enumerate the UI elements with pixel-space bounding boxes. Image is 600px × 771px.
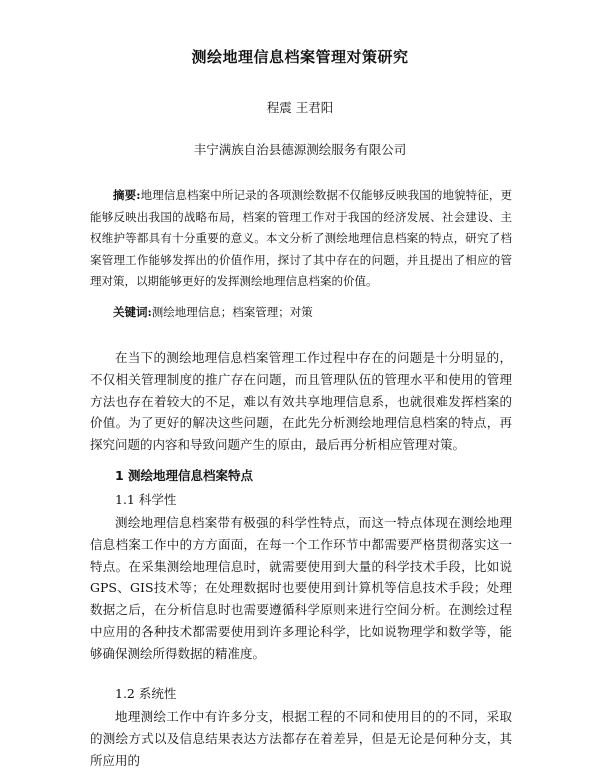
keywords-label: 关键词: [113,305,152,319]
section-1-2-paragraph: 地理测绘工作中有许多分支，根据工程的不同和使用目的的不同，采取的测绘方式以及信息结果表达方法都存在着差异，但是无论是何种分支，其所应用的 [90,709,512,768]
abstract [90,185,512,293]
section-1-2-heading: 1.2 系统性 [115,686,177,701]
section-1-1-paragraph: 测绘地理信息档案带有极强的科学性特点，而这一特点体现在测绘地理信息档案工作中的方方面面，在每一个工作环节中都需要严格贯彻落实这一特点。在采集测绘地理信息时，就需要使用到大量的科学技术手段，比如说GPS、GIS技术等；在处理数据时也要使用到计算机等信息技术手段；处理数据之后，在分析信息时也需要遵循科学原则来进行空间分析。在测绘过程中应用的各种技术都需要使用到许多理论科学，比如说物理学和数学等，能够确保测绘所得数据的精准度。 [90,515,512,661]
keywords [90,302,512,323]
intro-paragraph: 在当下的测绘地理信息档案管理工作过程中存在的问题是十分明显的，不仅相关管理制度的推广存在问题，而且管理队伍的管理水平和使用的管理方法也存在着较大的不足，难以有效共享地理信息系，也就很难发挥档案的价值。为了更好的解决这些问题，在此先分析测绘地理信息档案的特点，再探究问题的内容和导致问题产生的原由，最后再分析相应管理对策。 [90,350,512,453]
authors: 程震 王君阳 [266,100,334,115]
section-1-1-heading: 1.1 科学性 [115,492,177,507]
abstract-text: 地理信息档案中所记录的各项测绘数据不仅能够反映我国的地貌特征，更能够反映出我国的战略布局，档案的管理工作对于我国的经济发展、社会建设、主权维护等都具有十分重要的意义。本文分析了测绘地理信息档案的特点，研究了档案管理工作能够发挥出的价值作用，探讨了其中存在的问题，并且提出了相应的管理对策，以期能够更好的发挥测绘地理信息档案的价值。 [90,188,512,288]
affiliation: 丰宁满族自治县德源测绘服务有限公司 [193,142,407,157]
keywords-text: 测绘地理信息；档案管理；对策 [151,305,313,319]
paper-title: 测绘地理信息档案管理对策研究 [191,48,409,66]
section-1-heading: 1 测绘地理信息档案特点 [115,468,254,483]
abstract-label: 摘要: [113,188,141,202]
